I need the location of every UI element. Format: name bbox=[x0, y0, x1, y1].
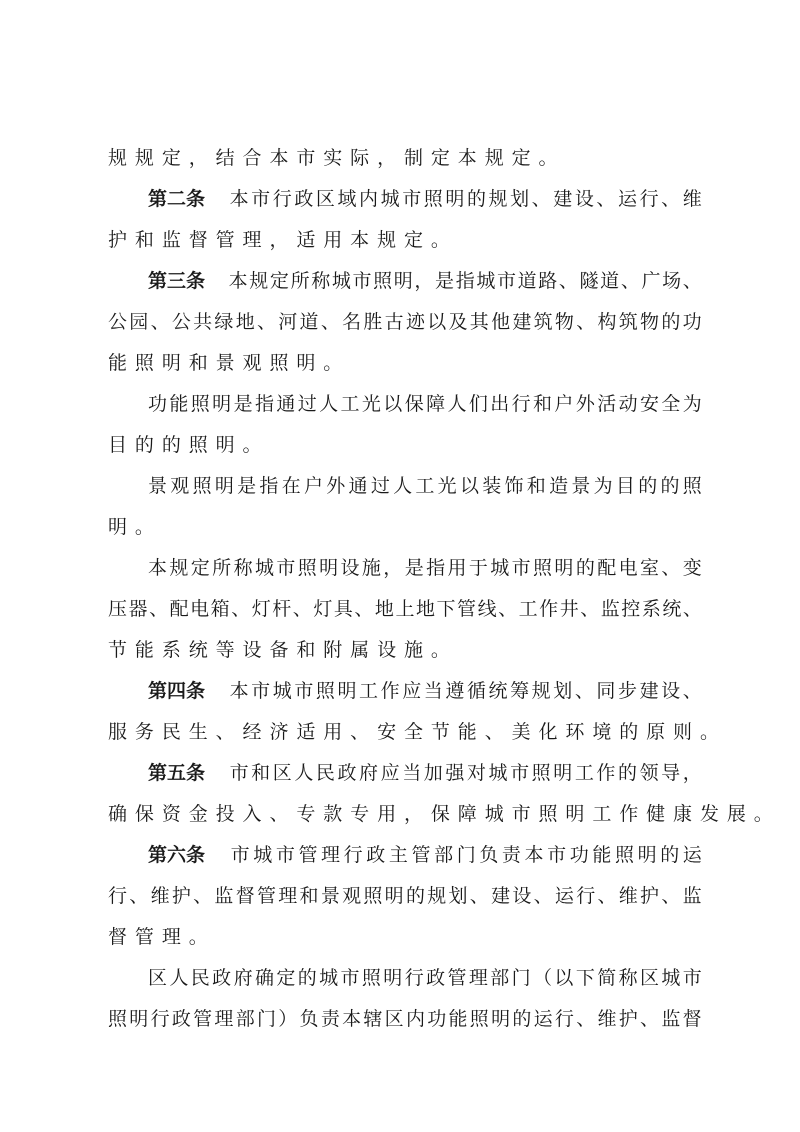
article-paragraph bbox=[108, 759, 773, 841]
text-line: 第五条 市 和 区 人 民 政 府 应 当 加 强 对 城 市 照 明 工 作 的 领 导 ， bbox=[108, 759, 702, 800]
article-paragraph bbox=[108, 841, 702, 964]
article-number: 第五条 bbox=[148, 762, 206, 784]
text-line: 能 照 明 和 景 观 照 明 。 bbox=[108, 352, 343, 374]
article-paragraph bbox=[108, 267, 702, 390]
paragraph bbox=[108, 390, 702, 472]
text-line: 照 明 行 政 管 理 部 门 ） 负 责 本 辖 区 内 功 能 照 明 的 运 行 、 维 护 、 监 督 bbox=[108, 1008, 702, 1030]
article-paragraph bbox=[108, 185, 702, 267]
text-line: 行 、 维 护 、 监 督 管 理 和 景 观 照 明 的 规 划 、 建 设 、 运 行 、 维 护 、 监 bbox=[108, 885, 702, 907]
text-line: 确 保 资 金 投 入 、 专 款 专 用 ， 保 障 城 市 照 明 工 作 健 康 发 展 。 bbox=[108, 803, 773, 825]
text-line: 护 和 监 督 管 理 ， 适 用 本 规 定 。 bbox=[108, 229, 450, 251]
text-line: 明 。 bbox=[108, 516, 154, 538]
paragraph bbox=[108, 472, 702, 554]
text-line: 服 务 民 生 、 经 济 适 用 、 安 全 节 能 、 美 化 环 境 的 原 则 。 bbox=[108, 721, 719, 743]
text-line: 本 规 定 所 称 城 市 照 明 设 施 ， 是 指 用 于 城 市 照 明 的 配 电 室 、 变 bbox=[148, 557, 702, 579]
text-line: 规 规 定 ， 结 合 本 市 实 际 ， 制 定 本 规 定 。 bbox=[108, 147, 558, 169]
text-line: 景 观 照 明 是 指 在 户 外 通 过 人 工 光 以 装 饰 和 造 景 为 目 的 的 照 bbox=[148, 475, 702, 497]
text-line: 第六条 市 城 市 管 理 行 政 主 管 部 门 负 责 本 市 功 能 照 明 的 运 bbox=[108, 841, 702, 882]
text-line: 第二条 本 市 行 政 区 域 内 城 市 照 明 的 规 划 、 建 设 、 运 行 、 维 bbox=[108, 185, 702, 226]
article-number: 第六条 bbox=[148, 844, 206, 866]
text-line: 公 园 、 公 共 绿 地 、 河 道 、 名 胜 古 迹 以 及 其 他 建 筑 物 、 构 筑 物 的 功 bbox=[108, 311, 702, 333]
text-line: 区 人 民 政 府 确 定 的 城 市 照 明 行 政 管 理 部 门 （ 以 下 简 称 区 城 市 bbox=[148, 967, 702, 989]
text-line: 压 器 、 配 电 箱 、 灯 杆 、 灯 具 、 地 上 地 下 管 线 、 工 作 井 、 监 控 系 统 、 bbox=[108, 598, 702, 620]
text-line: 督 管 理 。 bbox=[108, 926, 208, 948]
paragraph bbox=[108, 144, 702, 185]
article-number: 第三条 bbox=[148, 270, 206, 292]
document-page bbox=[108, 144, 773, 1046]
text-line: 目 的 的 照 明 。 bbox=[108, 434, 262, 456]
paragraph bbox=[108, 964, 702, 1046]
article-number: 第二条 bbox=[148, 188, 206, 210]
text-line: 第三条 本 规 定 所 称 城 市 照 明 ， 是 指 城 市 道 路 、 隧 道 、 广 场 、 bbox=[108, 267, 702, 308]
text-line: 功 能 照 明 是 指 通 过 人 工 光 以 保 障 人 们 出 行 和 户 外 活 动 安 全 为 bbox=[148, 393, 702, 415]
text-line: 节 能 系 统 等 设 备 和 附 属 设 施 。 bbox=[108, 639, 450, 661]
article-paragraph bbox=[108, 677, 719, 759]
paragraph bbox=[108, 554, 702, 677]
text-line: 第四条 本 市 城 市 照 明 工 作 应 当 遵 循 统 筹 规 划 、 同 步 建 设 、 bbox=[108, 677, 702, 718]
article-number: 第四条 bbox=[148, 680, 206, 702]
